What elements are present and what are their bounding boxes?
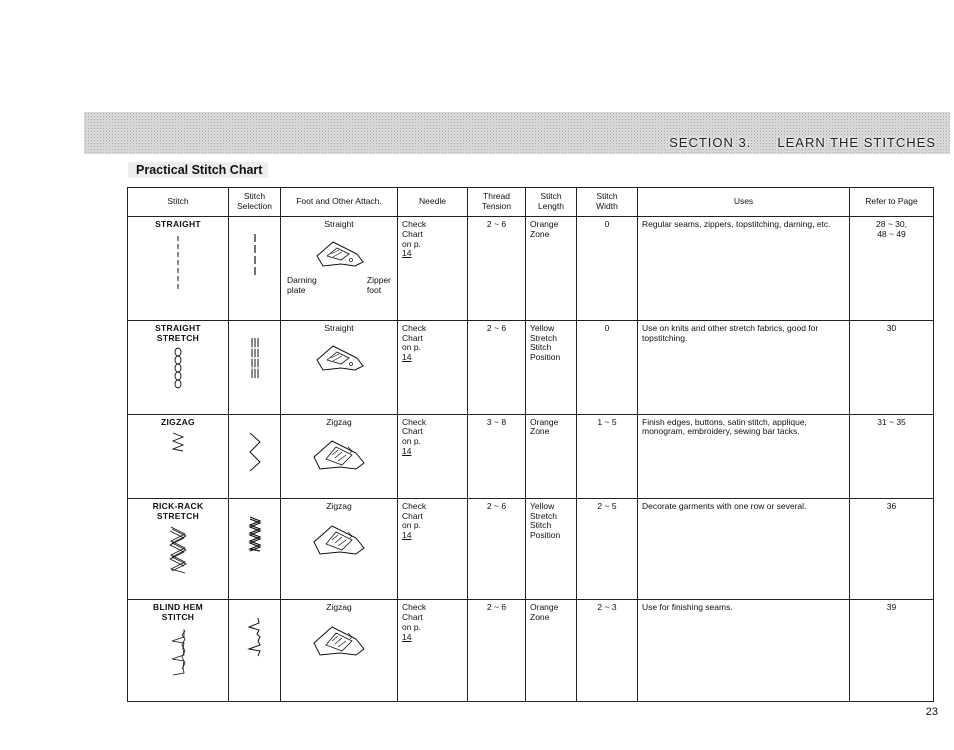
foot-cell (281, 498, 398, 600)
col-width: Stitch Width (577, 188, 638, 217)
table-row (128, 414, 934, 498)
selection-cell (229, 217, 281, 321)
needle-cell (398, 320, 468, 414)
section-heading (669, 135, 936, 150)
rick-rack-selection-icon (248, 516, 262, 552)
needle-page-ref: 14 (402, 248, 412, 259)
table-row (128, 498, 934, 600)
length-cell (526, 498, 577, 600)
needle-text: on p. (402, 621, 421, 632)
foot-extras (285, 276, 393, 296)
foot-cell (281, 600, 398, 702)
length-cell (526, 414, 577, 498)
table-header-row (128, 188, 934, 217)
selection-cell (229, 600, 281, 702)
uses-cell: Use on knits and other stretch fabrics, good for topstitching. (638, 320, 850, 414)
length-cell (526, 320, 577, 414)
straight-stitch-icon (173, 234, 183, 294)
tension-cell: 2 ~ 6 (468, 600, 526, 702)
length-text: Stitch (530, 520, 552, 531)
page-number: 23 (925, 706, 938, 718)
tension-cell: 3 ~ 8 (468, 414, 526, 498)
stitch-name: STRAIGHT (155, 219, 201, 229)
col-stitch: Stitch (128, 188, 229, 217)
width-cell: 2 ~ 3 (577, 600, 638, 702)
page-ref-cell: 36 (850, 498, 934, 600)
col-page: Refer to Page (850, 188, 934, 217)
table-row (128, 320, 934, 414)
length-text: Zone (530, 426, 550, 437)
needle-text: Check (402, 322, 427, 333)
page-ref-cell: 28 ~ 30, 48 ~ 49 (850, 217, 934, 321)
selection-cell (229, 320, 281, 414)
length-text: Position (530, 352, 561, 363)
needle-text: Chart (402, 426, 423, 437)
needle-ref (402, 240, 463, 260)
needle-text: on p. (402, 520, 421, 531)
col-foot: Foot and Other Attach. (281, 188, 398, 217)
length-text: Stitch (530, 342, 552, 353)
col-length: Stitch Length (526, 188, 577, 217)
stitch-cell (128, 600, 229, 702)
needle-text: Check (402, 219, 427, 229)
col-selection: Stitch Selection (229, 188, 281, 217)
chart-title: Practical Stitch Chart (128, 162, 268, 178)
foot-label: Straight (324, 322, 354, 333)
needle-cell (398, 217, 468, 321)
needle-cell (398, 414, 468, 498)
length-text: Zone (530, 228, 550, 239)
table-row (128, 600, 934, 702)
zigzag-stitch-icon (170, 431, 186, 453)
stitch-cell (128, 498, 229, 600)
needle-cell (398, 600, 468, 702)
straight-foot-icon (311, 236, 367, 272)
length-cell (526, 600, 577, 702)
length-text: Yellow (530, 322, 555, 333)
needle-text: Chart (402, 612, 423, 623)
length-text: Position (530, 530, 561, 541)
zigzag-foot-icon (308, 433, 370, 477)
needle-ref (402, 343, 463, 363)
length-text: Stretch (530, 332, 557, 343)
needle-text: Check (402, 500, 427, 511)
tension-cell: 2 ~ 6 (468, 498, 526, 600)
page-ref-cell: 39 (850, 600, 934, 702)
page-ref-cell: 31 ~ 35 (850, 414, 934, 498)
zigzag-foot-icon (308, 619, 370, 663)
stitch-name: ZIGZAG (161, 416, 195, 427)
straight-foot-icon (311, 340, 367, 376)
blind-hem-stitch-icon (167, 627, 189, 677)
length-cell (526, 217, 577, 321)
foot-label: Zigzag (326, 416, 352, 427)
needle-text: Chart (402, 228, 423, 239)
darning-plate-label: Darning plate (287, 274, 317, 295)
width-cell: 2 ~ 5 (577, 498, 638, 600)
straight-stretch-selection-icon (249, 338, 261, 378)
foot-label: Zigzag (326, 500, 352, 511)
stitch-cell (128, 320, 229, 414)
needle-page-ref: 14 (402, 352, 412, 363)
section-subtitle: LEARN THE STITCHES (777, 135, 936, 150)
section-banner (84, 112, 950, 154)
needle-ref (402, 521, 463, 541)
needle-page-ref: 14 (402, 530, 412, 541)
needle-text: on p. (402, 238, 421, 249)
uses-cell: Use for finishing seams. (638, 600, 850, 702)
zigzag-selection-icon (247, 432, 263, 472)
foot-label: Zigzag (326, 602, 352, 613)
selection-cell (229, 414, 281, 498)
needle-text: on p. (402, 436, 421, 447)
stitch-cell (128, 414, 229, 498)
stitch-name: STRAIGHT STRETCH (155, 322, 201, 343)
width-cell: 0 (577, 320, 638, 414)
length-text: Orange (530, 416, 559, 427)
needle-text: Check (402, 602, 427, 613)
straight-selection-icon (250, 234, 260, 278)
needle-ref (402, 623, 463, 643)
length-text: Zone (530, 612, 550, 623)
straight-stretch-stitch-icon (172, 347, 184, 391)
tension-cell: 2 ~ 6 (468, 320, 526, 414)
zipper-foot-label: Zipper foot (366, 274, 391, 295)
length-text: Orange (530, 602, 559, 613)
needle-text: Check (402, 416, 427, 427)
stitch-chart-table (127, 187, 934, 702)
table-row (128, 217, 934, 321)
needle-page-ref: 14 (402, 446, 412, 457)
foot-label: Straight (324, 219, 354, 229)
col-needle: Needle (398, 188, 468, 217)
width-cell: 0 (577, 217, 638, 321)
needle-ref (402, 437, 463, 457)
stitch-name: RICK-RACK STRETCH (152, 500, 204, 521)
width-cell: 1 ~ 5 (577, 414, 638, 498)
blind-hem-selection-icon (246, 617, 264, 657)
length-text: Orange (530, 219, 559, 229)
needle-text: Chart (402, 332, 423, 343)
uses-cell: Decorate garments with one row or several. (638, 498, 850, 600)
needle-text: Chart (402, 510, 423, 521)
needle-cell (398, 498, 468, 600)
needle-page-ref: 14 (402, 631, 412, 642)
length-text: Yellow (530, 500, 555, 511)
col-uses: Uses (638, 188, 850, 217)
foot-cell (281, 414, 398, 498)
zigzag-foot-icon (308, 518, 370, 562)
rick-rack-stitch-icon (167, 525, 189, 575)
page-ref-cell: 30 (850, 320, 934, 414)
uses-cell: Regular seams, zippers, topstitching, darning, etc. (638, 217, 850, 321)
needle-text: on p. (402, 342, 421, 353)
length-text: Stretch (530, 510, 557, 521)
tension-cell: 2 ~ 6 (468, 217, 526, 321)
stitch-cell (128, 217, 229, 321)
section-number: SECTION 3. (669, 135, 752, 150)
col-tension: Thread Tension (468, 188, 526, 217)
stitch-name: BLIND HEM STITCH (153, 602, 203, 623)
selection-cell (229, 498, 281, 600)
uses-cell: Finish edges, buttons, satin stitch, applique, monogram, embroidery, sewing bar tacks. (638, 414, 850, 498)
foot-cell (281, 320, 398, 414)
foot-cell (281, 217, 398, 321)
